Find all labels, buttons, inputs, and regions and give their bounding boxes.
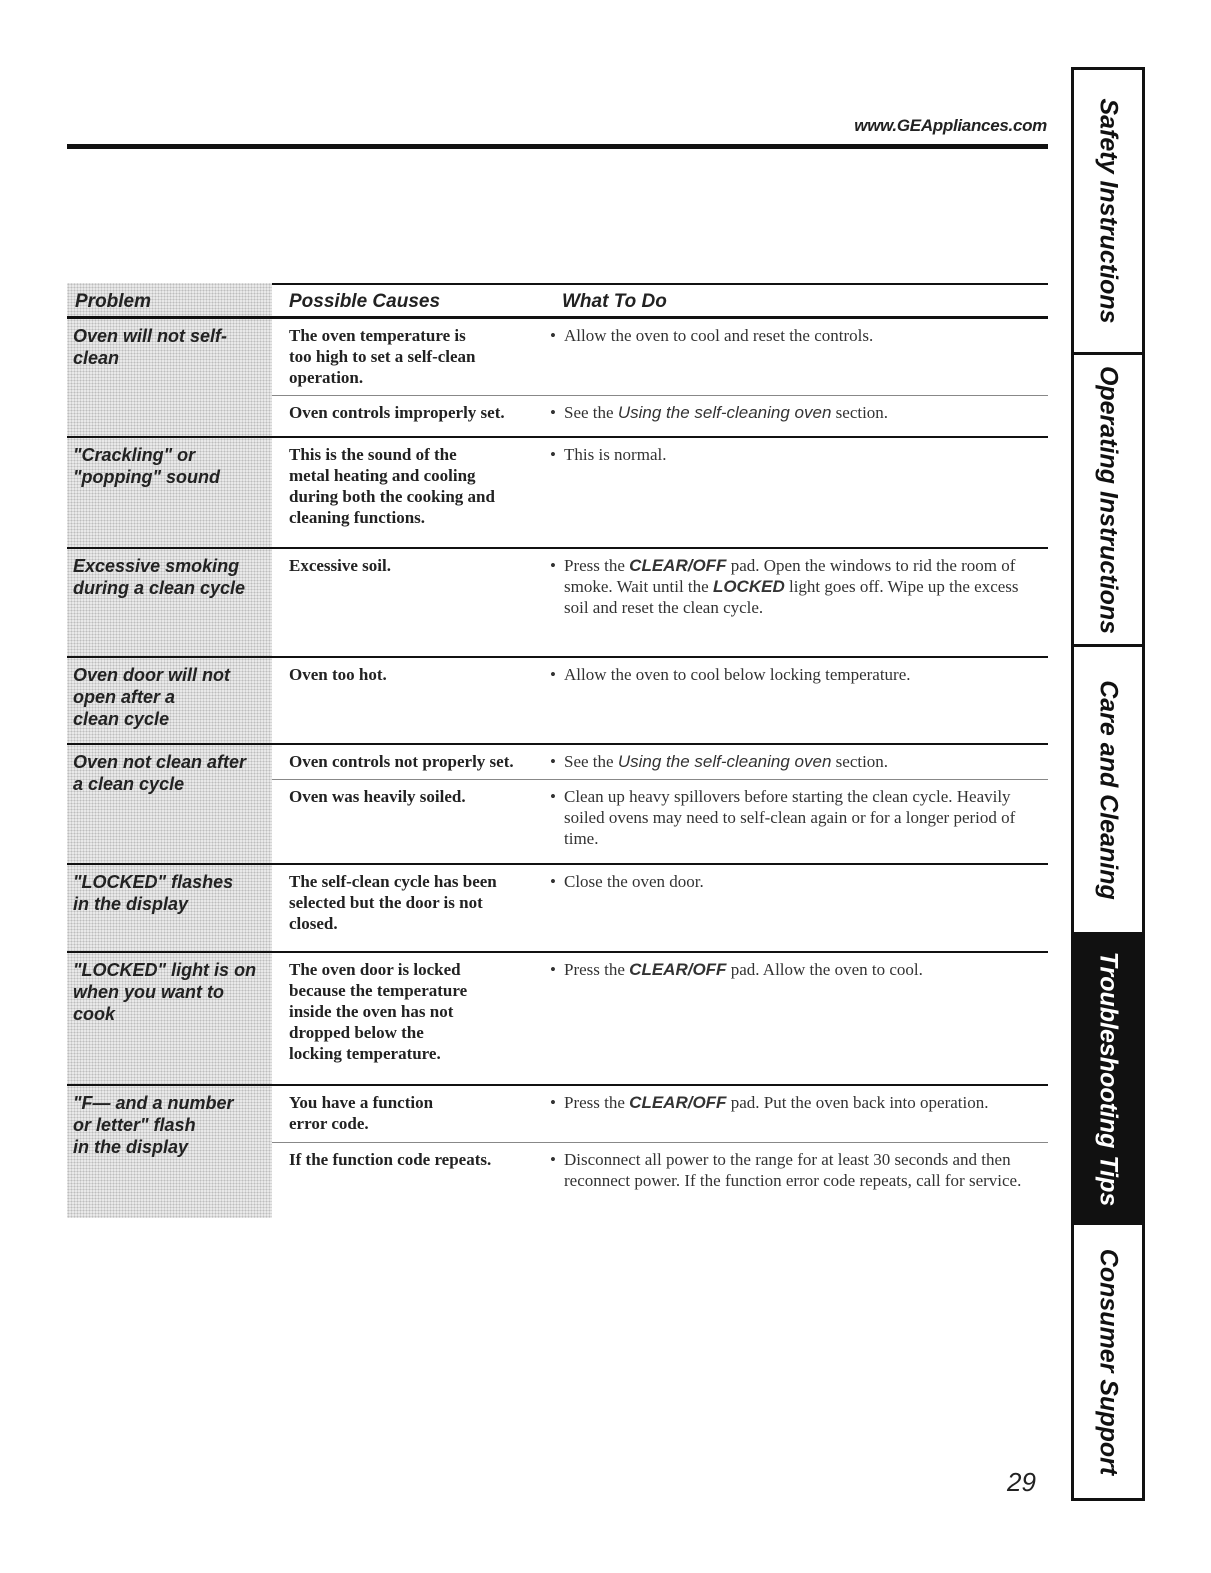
causes-header: Possible Causes xyxy=(289,291,441,312)
table-row xyxy=(67,319,1048,438)
tab-care-and-cleaning[interactable]: Care and Cleaning xyxy=(1074,647,1142,935)
cause-text: Oven controls not properly set. xyxy=(289,752,514,771)
cause-text: The self-clean cycle has been selected but the door is not closed. xyxy=(289,872,497,933)
cause-text: Oven was heavily soiled. xyxy=(289,787,466,806)
remedy-text: • Allow the oven to cool and reset the controls. xyxy=(550,326,874,345)
what-to-do-header: What To Do xyxy=(562,291,667,312)
problem-text: "F— and a number or letter" flash in the display xyxy=(73,1093,234,1157)
problem-text: Oven will not self-clean xyxy=(73,326,228,368)
remedy-text: • Press the CLEAR/OFF pad. Open the windows to rid the room of smoke. Wait until the LOCKED light goes off. Wipe up the excess soil and reset the clean cycle. xyxy=(550,556,1019,617)
page-number: 29 xyxy=(1007,1467,1036,1497)
problem-header: Problem xyxy=(75,291,152,312)
table-row xyxy=(67,549,1048,658)
header-rule xyxy=(67,144,1048,149)
problem-text: Oven not clean after a clean cycle xyxy=(73,752,247,794)
website-url: www.GEAppliances.com xyxy=(854,116,1047,135)
problem-text: "Crackling" or "popping" sound xyxy=(73,445,221,487)
remedy-text: • Clean up heavy spillovers before starting the clean cycle. Heavily soiled ovens may need to self-clean again or for a longer period of time. xyxy=(550,787,1016,848)
remedy-text: • Close the oven door. xyxy=(550,872,704,891)
troubleshooting-table xyxy=(67,283,1048,1218)
cause-text: The oven door is locked because the temperature inside the oven has not dropped below the locking temperature. xyxy=(289,960,468,1063)
table-row xyxy=(67,953,1048,1086)
cause-text: Excessive soil. xyxy=(289,556,391,575)
tab-operating-instructions[interactable]: Operating Instructions xyxy=(1074,355,1142,647)
remedy-text: • Press the CLEAR/OFF pad. Allow the oven to cool. xyxy=(550,960,923,979)
problem-text: "LOCKED" light is on when you want to cook xyxy=(73,960,257,1024)
cause-text: This is the sound of the metal heating and cooling during both the cooking and cleaning functions. xyxy=(289,445,495,527)
problem-text: "LOCKED" flashes in the display xyxy=(73,872,234,914)
cause-text: If the function code repeats. xyxy=(289,1150,492,1169)
table-header xyxy=(67,283,1048,319)
tab-safety-instructions[interactable]: Safety Instructions xyxy=(1074,70,1142,355)
table-row xyxy=(67,865,1048,953)
cause-text: Oven controls improperly set. xyxy=(289,403,505,422)
remedy-text: • Allow the oven to cool below locking temperature. xyxy=(550,665,911,684)
remedy-text: • See the Using the self-cleaning oven section. xyxy=(550,752,889,771)
tab-troubleshooting-tips[interactable]: Troubleshooting Tips xyxy=(1074,935,1142,1225)
cause-text: The oven temperature is too high to set a self-clean operation. xyxy=(289,326,476,387)
cause-text: You have a function error code. xyxy=(289,1093,434,1133)
cause-text: Oven too hot. xyxy=(289,665,387,684)
remedy-text: • This is normal. xyxy=(550,445,667,464)
section-tabs xyxy=(1071,67,1145,1501)
problem-text: Excessive smoking during a clean cycle xyxy=(73,556,246,598)
problem-text: Oven door will not open after a clean cycle xyxy=(73,665,230,729)
table-row xyxy=(67,438,1048,549)
table-row xyxy=(67,1086,1048,1218)
table-row xyxy=(67,745,1048,865)
tab-consumer-support[interactable]: Consumer Support xyxy=(1094,1248,1123,1475)
table-row xyxy=(67,658,1048,745)
remedy-text: • Disconnect all power to the range for at least 30 seconds and then reconnect power. If the function error code repeats, call for service. xyxy=(550,1150,1022,1190)
remedy-text: • See the Using the self-cleaning oven section. xyxy=(550,403,889,422)
remedy-text: • Press the CLEAR/OFF pad. Put the oven back into operation. xyxy=(550,1093,989,1112)
